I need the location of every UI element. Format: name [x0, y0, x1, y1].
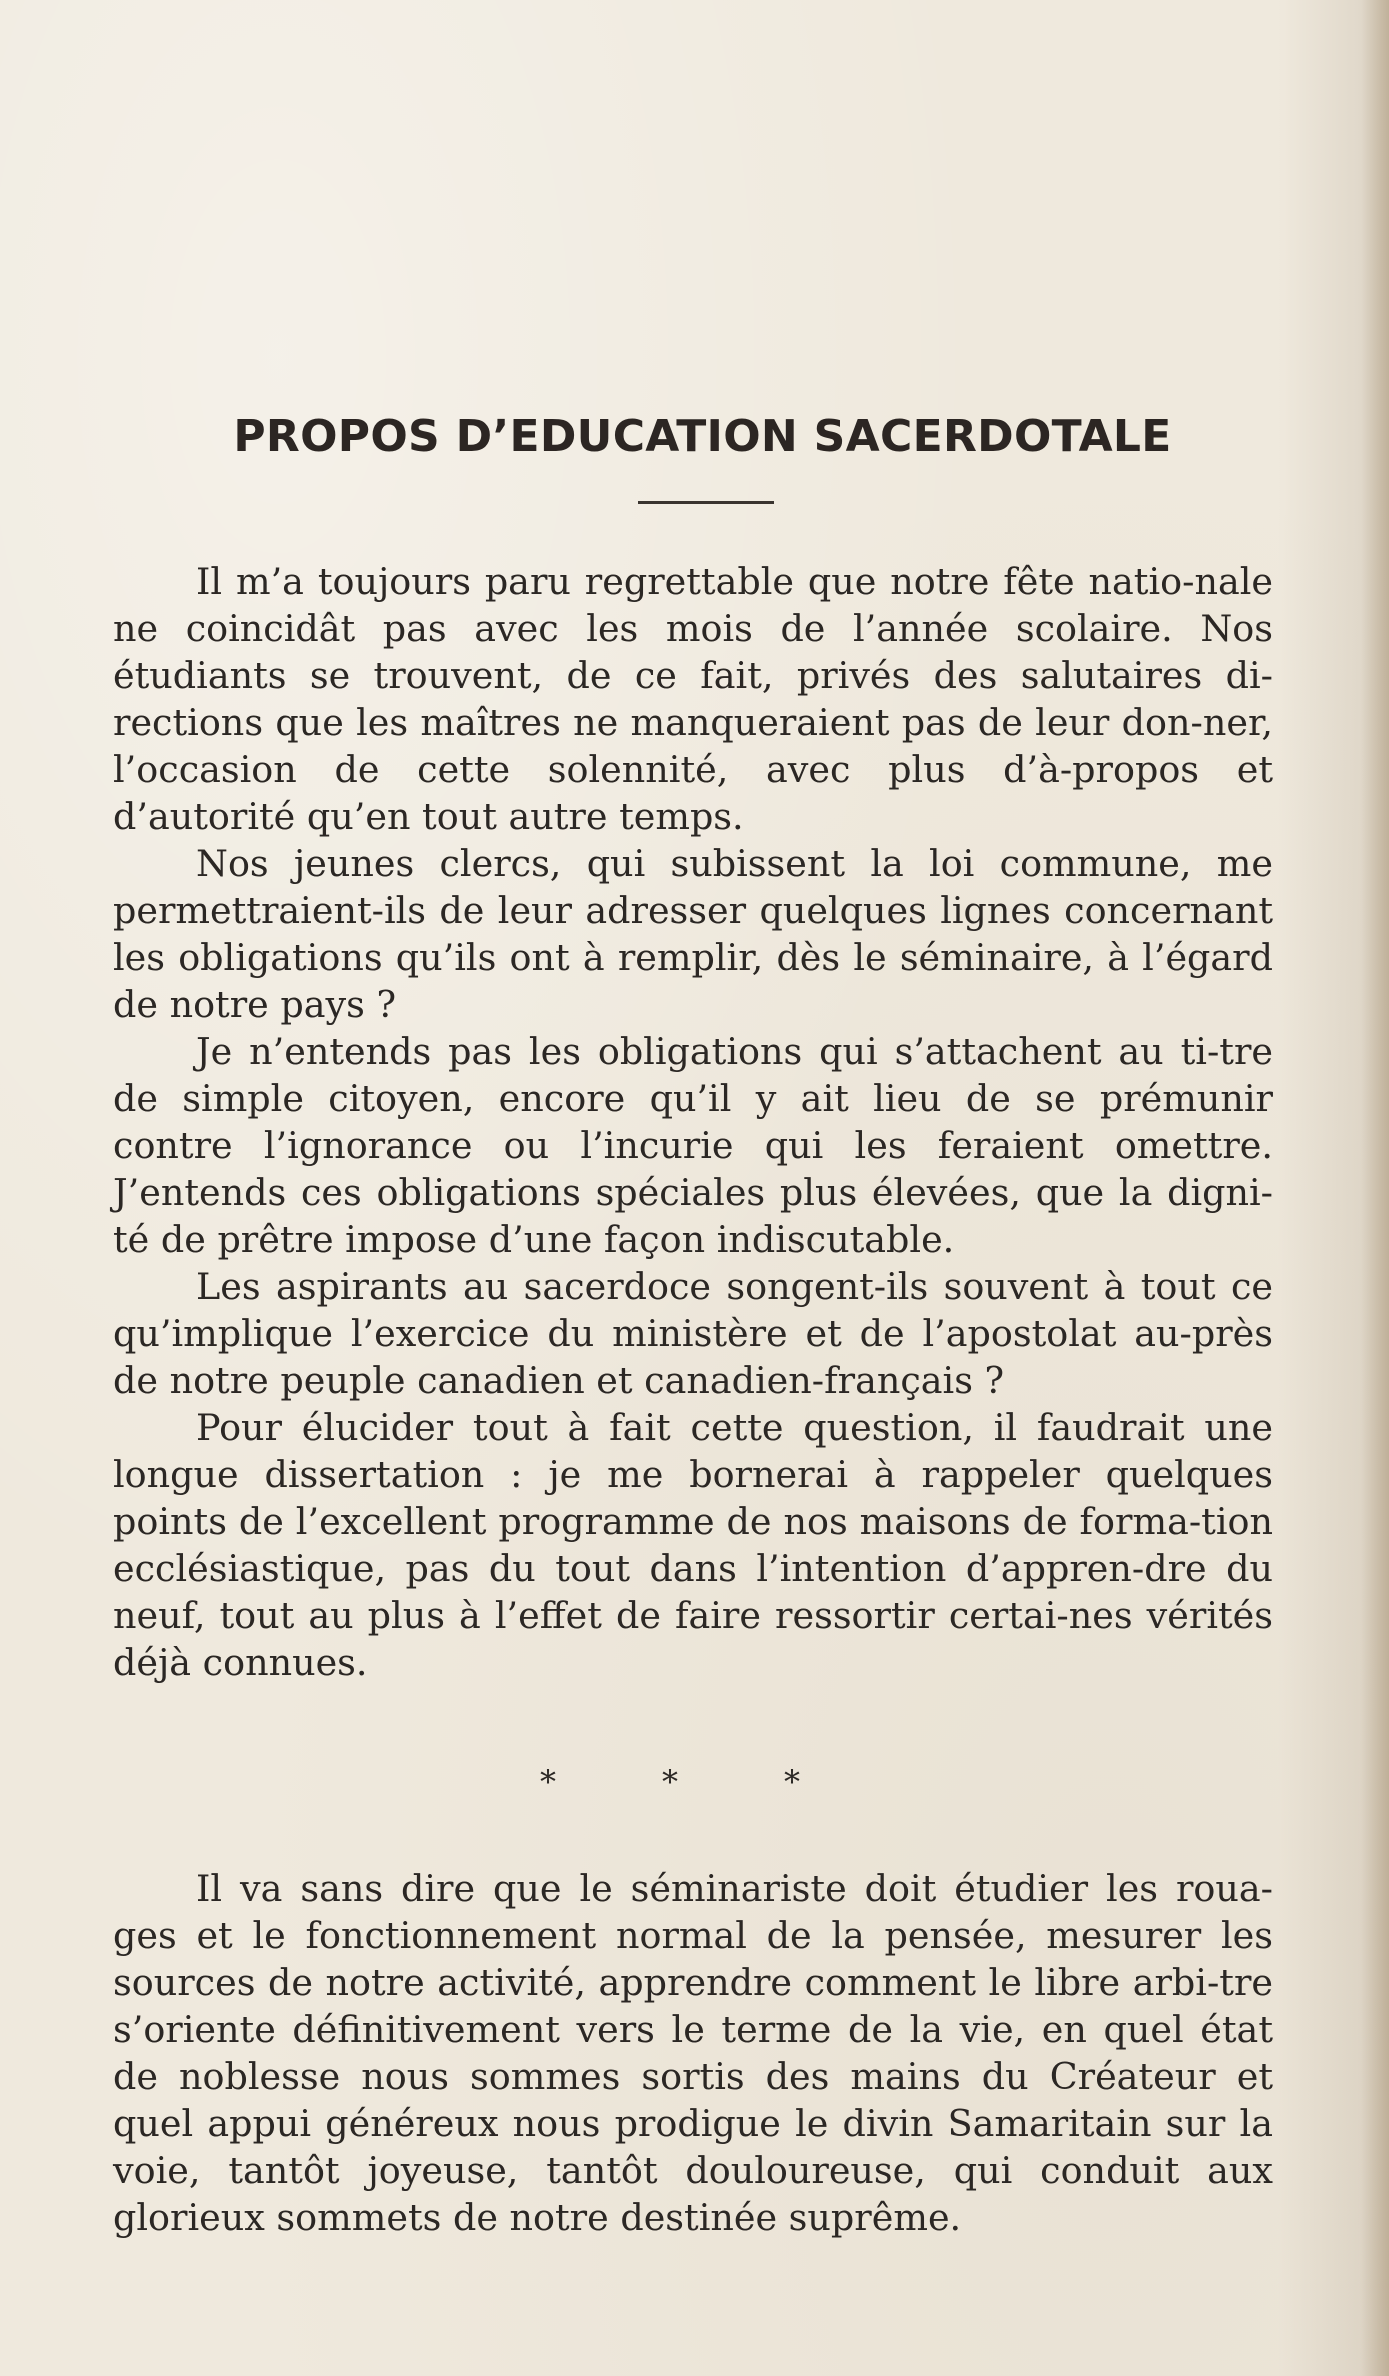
section-1-text	[113, 558, 1273, 1686]
page-edge-shadow	[1361, 0, 1389, 2376]
paragraph: Pour élucider tout à fait cette question, il faudrait une longue dissertation : je me bornerai à rappeler quelques points de l’excellent programme de nos maisons de forma-tion ecclésiastique, pas du tout dans l’intention d’appren-dre du neuf, tout au plus à l’effet de faire ressortir certai-nes vérités déjà connues.	[113, 1406, 1273, 1684]
paragraph: Les aspirants au sacerdoce songent-ils souvent à tout ce qu’implique l’exercice du ministère et de l’apostolat au-près de notre peuple canadien et canadien-français ?	[113, 1265, 1273, 1402]
paragraph: Je n’entends pas les obligations qui s’attachent au ti-tre de simple citoyen, encore qu’il y ait lieu de se prémunir contre l’ignorance ou l’incurie qui les feraient omettre. J’entends ces obligations spéciales plus élevées, que la digni-té de prêtre impose d’une façon indiscutable.	[113, 1030, 1273, 1261]
paragraph: Nos jeunes clercs, qui subissent la loi commune, me permettraient-ils de leur adresser quelques lignes concernant les obligations qu’ils ont à remplir, dès le séminaire, à l’égard de notre pays ?	[113, 842, 1273, 1026]
paragraph: Il va sans dire que le séminariste doit étudier les roua-ges et le fonctionnement normal de la pensée, mesurer les sources de notre activité, apprendre comment le libre arbi-tre s’oriente définitivement vers le terme de la vie, en quel état de noblesse nous sommes sortis des mains du Créateur et quel appui généreux nous prodigue le divin Samaritain sur la voie, tantôt joyeuse, tantôt douloureuse, qui conduit aux glorieux sommets de notre destinée suprême.	[113, 1867, 1273, 2239]
separator-star: *	[540, 1763, 556, 1801]
section-2-text	[113, 1865, 1273, 2241]
page-title: PROPOS D’EDUCATION SACERDOTALE	[233, 411, 1172, 463]
separator-star: *	[784, 1763, 800, 1801]
separator-star: *	[662, 1763, 678, 1801]
section-separator	[540, 1762, 800, 1802]
title-rule	[638, 501, 774, 504]
paragraph: Il m’a toujours paru regrettable que notre fête natio-nale ne coincidât pas avec les mois de l’année scolaire. Nos étudiants se trouvent, de ce fait, privés des salutaires di-rections que les maîtres ne manqueraient pas de leur don-ner, l’occasion de cette solennité, avec plus d’à-propos et d’autorité qu’en tout autre temps.	[113, 560, 1273, 838]
